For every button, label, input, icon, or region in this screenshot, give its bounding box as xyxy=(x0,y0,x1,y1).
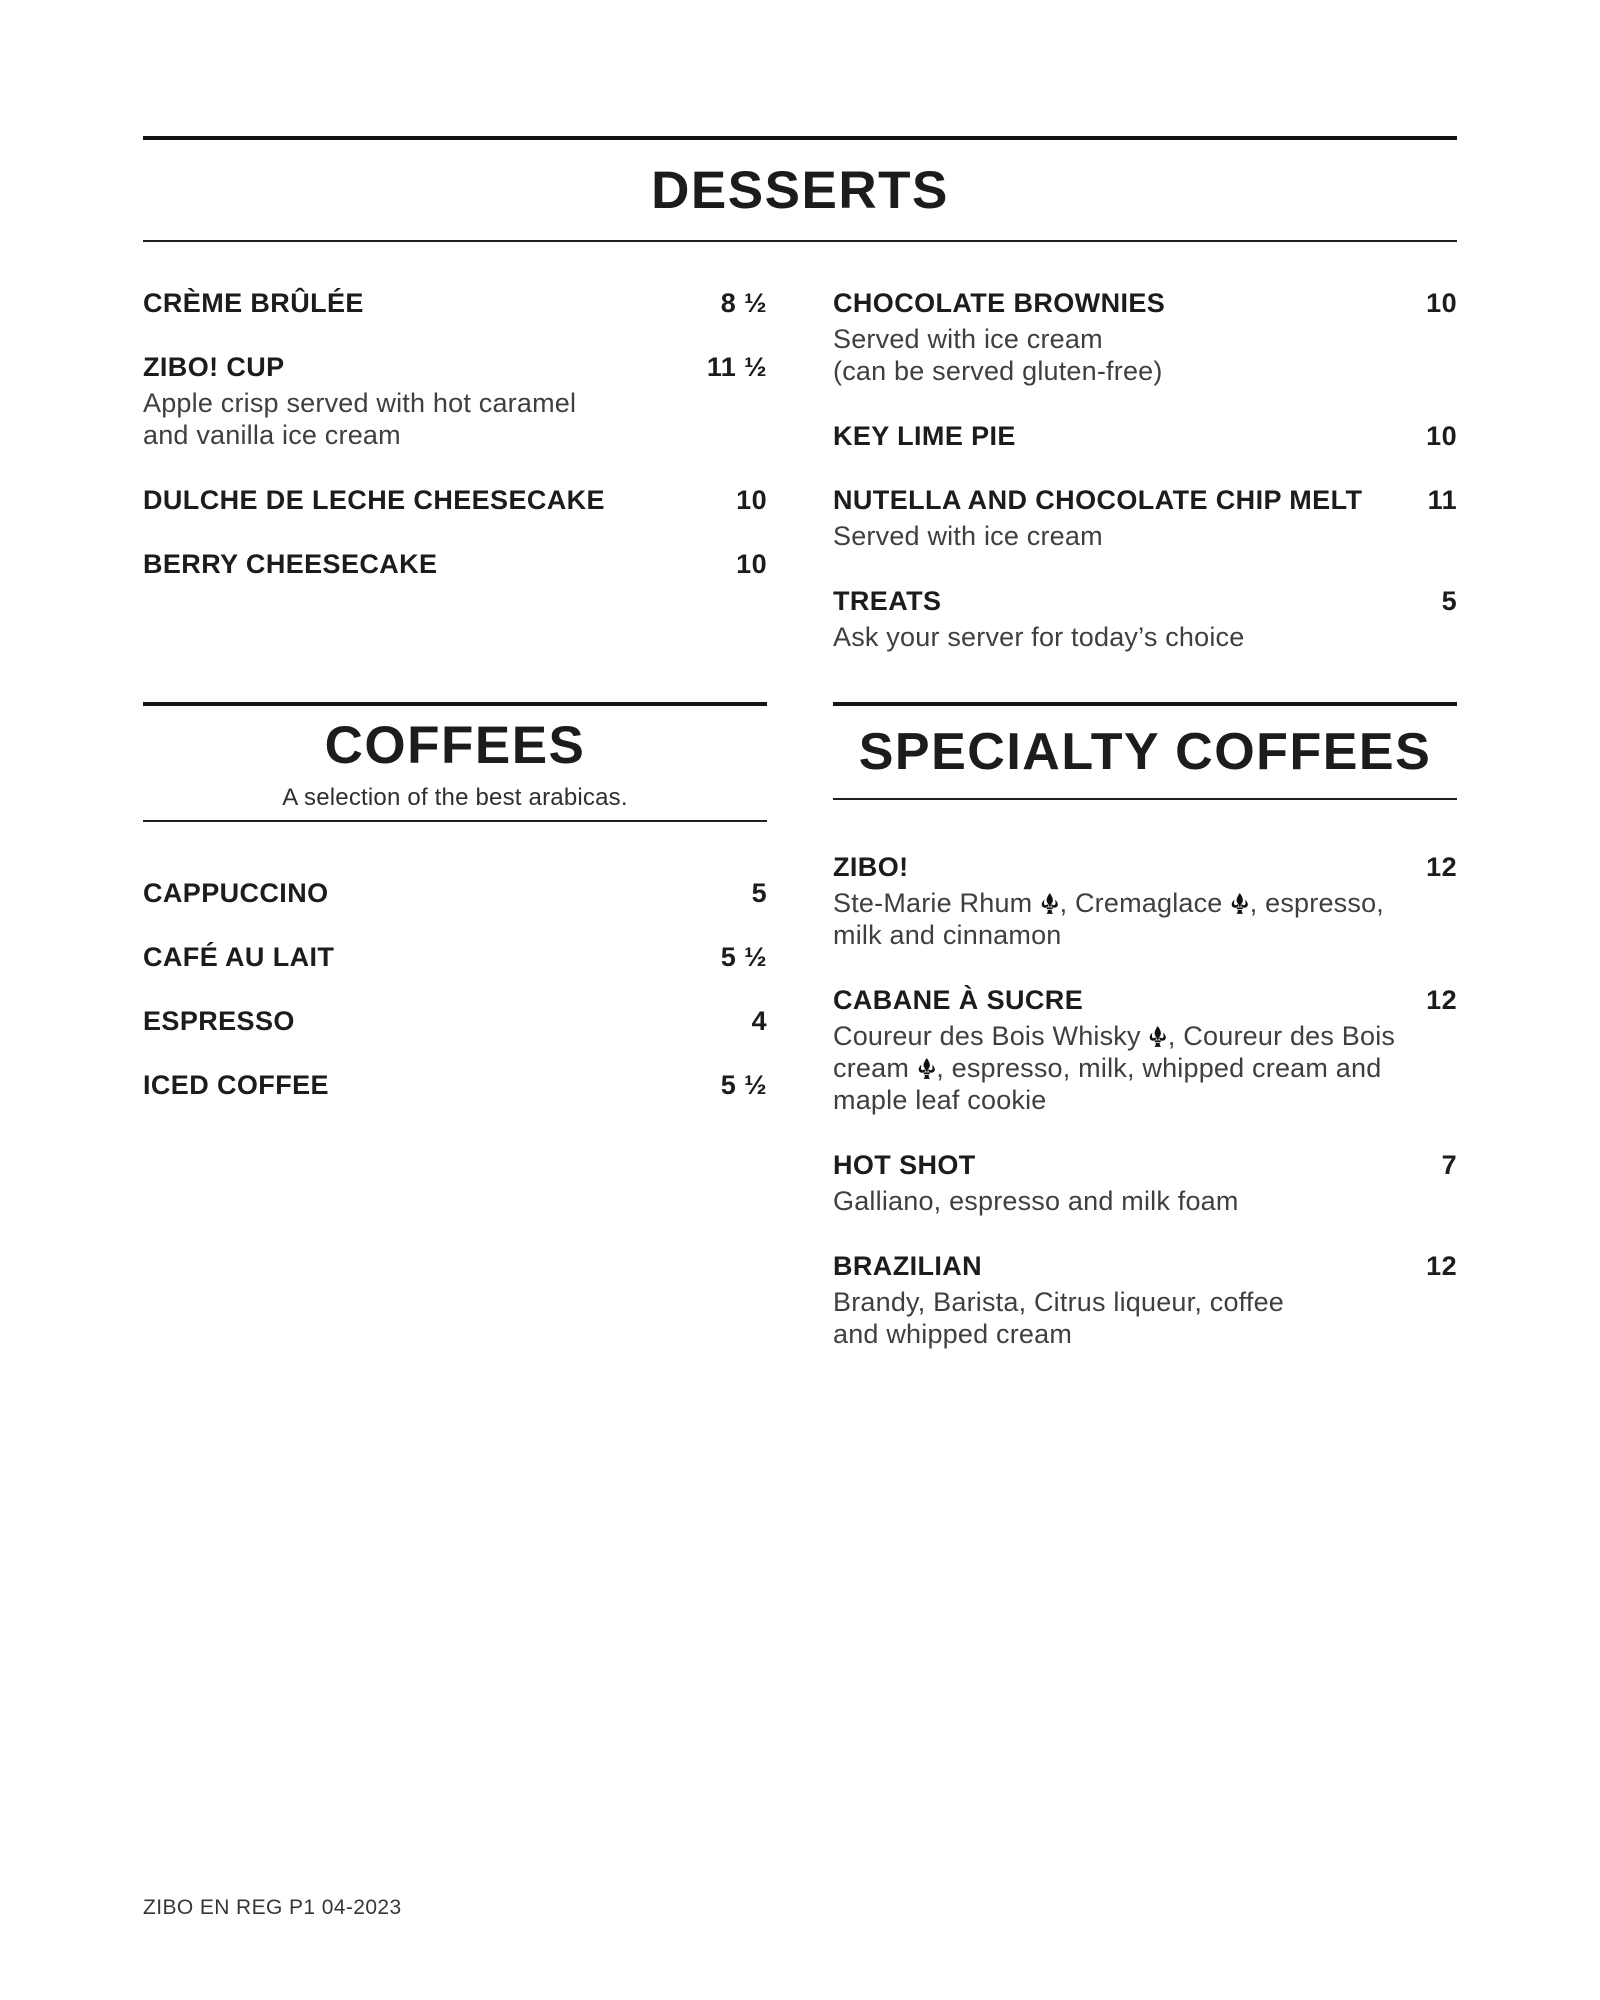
menu-item-price: 5 ½ xyxy=(720,942,767,972)
coffees-title: COFFEES xyxy=(324,715,586,775)
menu-item-row xyxy=(833,485,1457,515)
menu-item-description-line: (can be served gluten-free) xyxy=(833,356,1163,386)
desserts-title: DESSERTS xyxy=(651,160,949,220)
menu-item-price: 8 ½ xyxy=(720,288,767,318)
menu-item-name: ZIBO! xyxy=(833,852,909,882)
menu-item-description xyxy=(833,520,1457,552)
menu-item-description xyxy=(143,387,767,451)
menu-item-description-line: Brandy, Barista, Citrus liqueur, coffee xyxy=(833,1287,1285,1317)
menu-item-description xyxy=(833,887,1457,951)
coffee-sections-row xyxy=(143,702,1457,1384)
menu-item xyxy=(143,942,767,972)
menu-item xyxy=(833,586,1457,653)
menu-item-description-line: Galliano, espresso and milk foam xyxy=(833,1186,1239,1216)
menu-item-description-line: Served with ice cream xyxy=(833,521,1103,551)
menu-item-price: 7 xyxy=(1441,1150,1457,1180)
desserts-section xyxy=(143,136,1457,702)
menu-item xyxy=(143,1006,767,1036)
menu-item xyxy=(833,1251,1457,1350)
desserts-left-column xyxy=(143,288,767,702)
menu-item-row xyxy=(143,288,767,318)
menu-item-name: ZIBO! CUP xyxy=(143,352,285,382)
menu-item-row xyxy=(833,421,1457,451)
menu-item xyxy=(143,485,767,515)
menu-item-row xyxy=(143,352,767,382)
footer-reference-code: ZIBO EN REG P1 04-2023 xyxy=(143,1896,402,1919)
menu-item xyxy=(833,421,1457,451)
menu-item-description-line: maple leaf cookie xyxy=(833,1085,1047,1115)
menu-item-description-line: Ste-Marie Rhum , Cremaglace , espresso, xyxy=(833,888,1384,918)
menu-item-price: 12 xyxy=(1426,1251,1457,1281)
menu-item-row xyxy=(833,985,1457,1015)
menu-item xyxy=(143,878,767,908)
menu-item xyxy=(143,352,767,451)
menu-item-description xyxy=(833,1286,1457,1350)
fleur-de-lis-icon xyxy=(917,1053,937,1083)
menu-item-name: ESPRESSO xyxy=(143,1006,295,1036)
menu-item xyxy=(833,288,1457,387)
menu-page xyxy=(143,0,1457,1384)
desserts-bottom-rule xyxy=(143,240,1457,242)
menu-item-name: HOT SHOT xyxy=(833,1150,976,1180)
menu-item-price: 4 xyxy=(751,1006,767,1036)
menu-item-name: ICED COFFEE xyxy=(143,1070,329,1100)
coffees-section xyxy=(143,702,767,1384)
menu-item-price: 11 ½ xyxy=(706,352,767,382)
menu-item xyxy=(833,852,1457,951)
menu-item-price: 5 xyxy=(751,878,767,908)
menu-item-description xyxy=(833,1185,1457,1217)
menu-item-name: CABANE À SUCRE xyxy=(833,985,1084,1015)
menu-item-description-line: and vanilla ice cream xyxy=(143,420,401,450)
menu-item-price: 5 xyxy=(1441,586,1457,616)
menu-item-row xyxy=(143,942,767,972)
menu-item-price: 12 xyxy=(1426,985,1457,1015)
menu-item-row xyxy=(833,288,1457,318)
specialty-coffees-title: SPECIALTY COFFEES xyxy=(858,723,1432,781)
menu-item-name: BERRY CHEESECAKE xyxy=(143,549,438,579)
menu-item-row xyxy=(833,586,1457,616)
menu-item xyxy=(143,288,767,318)
menu-item-description-line: cream , espresso, milk, whipped cream and xyxy=(833,1053,1382,1083)
menu-item-description-line: and whipped cream xyxy=(833,1319,1073,1349)
menu-item-description xyxy=(833,323,1457,387)
coffees-bottom-rule xyxy=(143,820,767,822)
menu-item xyxy=(833,1150,1457,1217)
menu-item-name: CAFÉ AU LAIT xyxy=(143,942,335,972)
menu-item-price: 12 xyxy=(1426,852,1457,882)
menu-item-row xyxy=(833,1251,1457,1281)
menu-item-description-line: Apple crisp served with hot caramel xyxy=(143,388,577,418)
fleur-de-lis-icon xyxy=(1230,888,1250,918)
menu-item-description-line: milk and cinnamon xyxy=(833,920,1062,950)
menu-item-row xyxy=(143,1006,767,1036)
desserts-right-column xyxy=(833,288,1457,702)
menu-item-name: BRAZILIAN xyxy=(833,1251,983,1281)
menu-item-name: CHOCOLATE BROWNIES xyxy=(833,288,1166,318)
fleur-de-lis-icon xyxy=(1040,888,1060,918)
coffees-items xyxy=(143,878,767,1100)
menu-item-description-line: Coureur des Bois Whisky , Coureur des Bois xyxy=(833,1021,1396,1051)
menu-item-name: CRÈME BRÛLÉE xyxy=(143,288,364,318)
menu-item-description-line: Ask your server for today’s choice xyxy=(833,622,1245,652)
menu-item-description xyxy=(833,621,1457,653)
menu-item-name: CAPPUCCINO xyxy=(143,878,329,908)
menu-item-name: NUTELLA AND CHOCOLATE CHIP MELT xyxy=(833,485,1363,515)
fleur-de-lis-icon xyxy=(1148,1021,1168,1051)
menu-item-row xyxy=(833,852,1457,882)
specialty-coffees-section xyxy=(833,702,1457,1384)
menu-item-price: 10 xyxy=(1426,421,1457,451)
desserts-columns xyxy=(143,288,1457,702)
menu-item-row xyxy=(143,878,767,908)
menu-item-price: 5 ½ xyxy=(720,1070,767,1100)
menu-item-price: 10 xyxy=(736,549,767,579)
menu-item-row xyxy=(143,549,767,579)
specialty-bottom-rule xyxy=(833,798,1457,800)
menu-item-row xyxy=(143,485,767,515)
menu-item xyxy=(143,549,767,579)
coffees-subtitle: A selection of the best arabicas. xyxy=(282,784,628,811)
menu-item-description xyxy=(833,1020,1457,1116)
menu-item-price: 11 xyxy=(1427,485,1457,515)
menu-item xyxy=(833,985,1457,1116)
menu-item-row xyxy=(143,1070,767,1100)
menu-item-name: KEY LIME PIE xyxy=(833,421,1016,451)
menu-item-row xyxy=(833,1150,1457,1180)
menu-item-price: 10 xyxy=(736,485,767,515)
specialty-coffees-items xyxy=(833,852,1457,1350)
menu-item-name: DULCHE DE LECHE CHEESECAKE xyxy=(143,485,605,515)
menu-item xyxy=(833,485,1457,552)
menu-item-price: 10 xyxy=(1426,288,1457,318)
menu-item xyxy=(143,1070,767,1100)
menu-item-description-line: Served with ice cream xyxy=(833,324,1103,354)
menu-item-name: TREATS xyxy=(833,586,942,616)
